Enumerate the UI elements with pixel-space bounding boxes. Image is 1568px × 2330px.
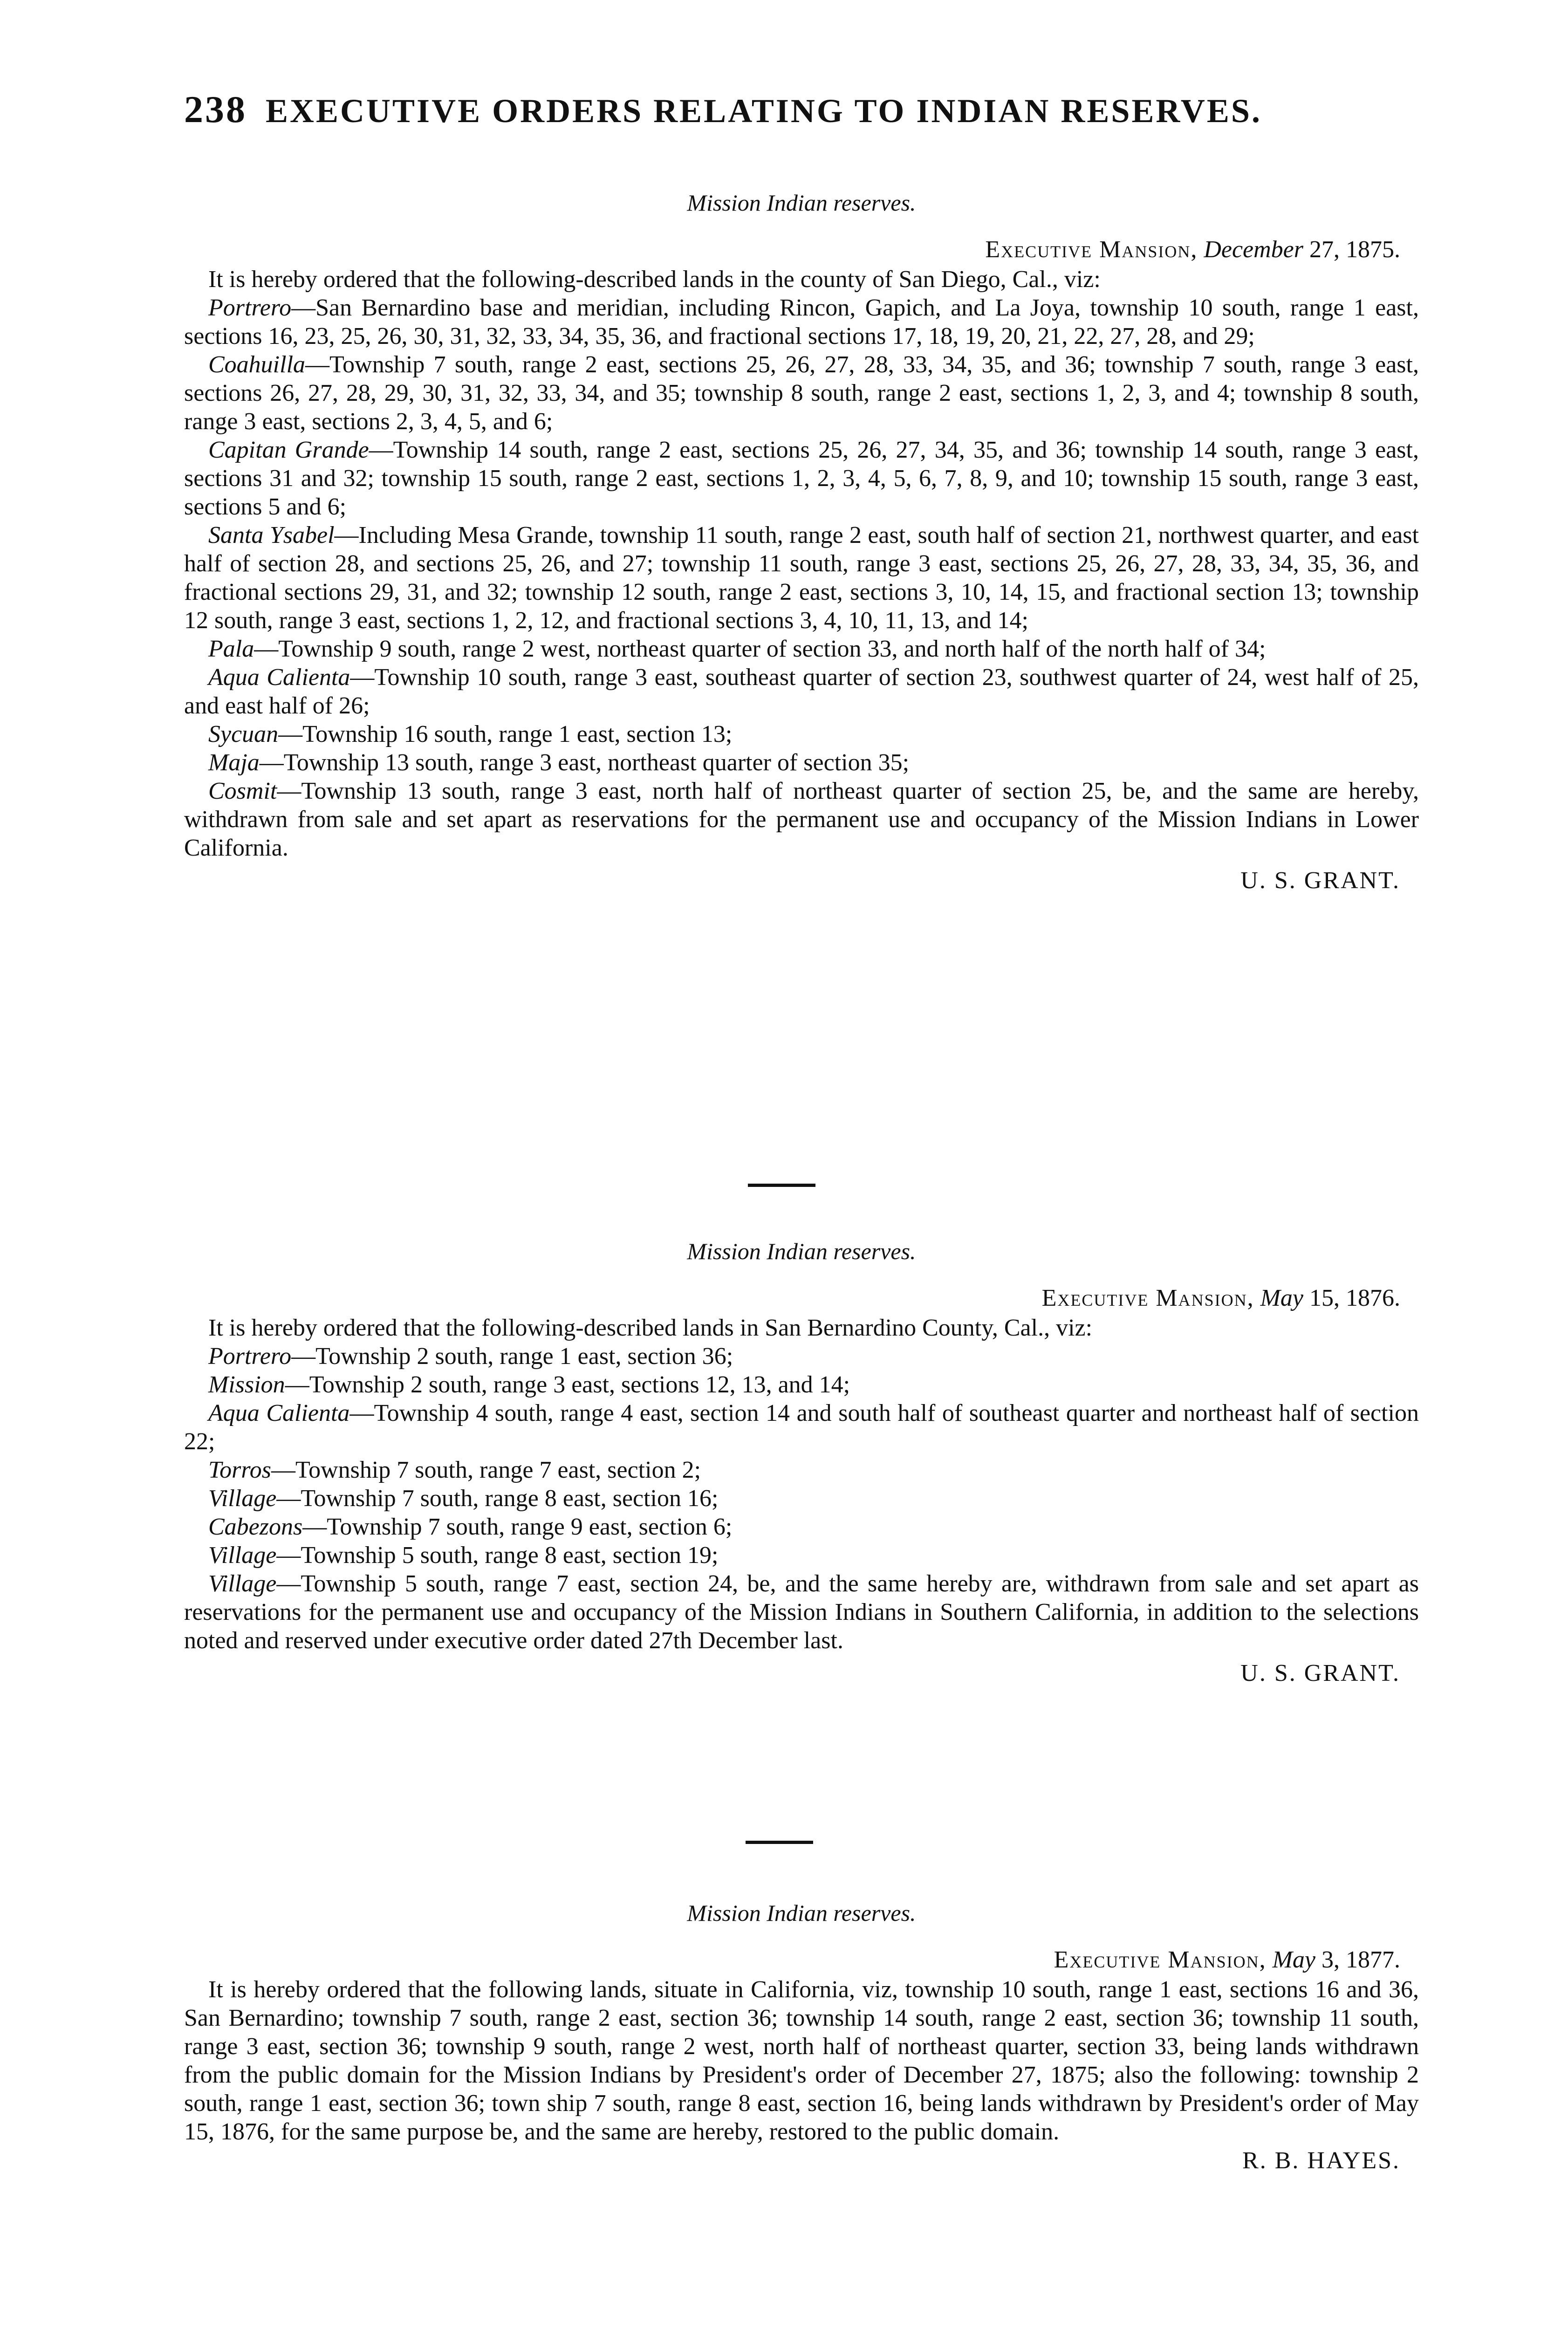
section-title: Mission Indian reserves. [687, 190, 916, 216]
reserve-description: —Including Mesa Grande, township 11 south, range 2 east, south half of section 21, northwest quarter, and east half of section 28, and sections 25, 26, and 27; township 11 south, range 3 east, sections 25, 26, 27, 28, 33, 34, 35, 36, and fractional sections 29, 31, and 32; township 12 south, range 2 east, sections 3, 10, 14, 15, and fractional section 13; township 12 south, range 3 east, sections 1, 2, 12, and fractional sections 3, 4, 10, 11, 13, and 14; [184, 522, 1419, 634]
reserve-name: Village [208, 1570, 277, 1597]
section-title: Mission Indian reserves. [687, 1900, 916, 1926]
reserve-description: —Township 14 south, range 2 east, sections 25, 26, 27, 34, 35, and 36; township 14 south, range 3 east, sections 31 and 32; township 15 south, range 2 east, sections 1, 2, 3, 4, 5, 6, 7, 8, 9, and 10; township 15 south, range 3 east, sections 5 and 6; [184, 437, 1419, 520]
dateline-day-year: 27, 1875. [1309, 236, 1400, 263]
dateline-month: May [1272, 1946, 1315, 1973]
reserve-description: —Township 16 south, range 1 east, section 13; [278, 721, 733, 747]
section-divider [746, 1841, 813, 1844]
reserve-description: —Township 7 south, range 7 east, section 2; [271, 1457, 701, 1483]
list-item [184, 350, 1419, 436]
list-item [184, 720, 1419, 748]
page-number: 238 [184, 88, 247, 130]
section-divider [748, 1184, 815, 1187]
list-item [184, 1513, 1419, 1541]
reserve-description: —Township 4 south, range 4 east, section 14 and south half of southeast quarter and northeast half of section 22; [184, 1400, 1419, 1455]
signature: U. S. GRANT. [1240, 867, 1400, 894]
reserve-description: —Township 2 south, range 3 east, sections 12, 13, and 14; [285, 1371, 850, 1398]
reserve-name: Village [208, 1542, 277, 1569]
list-item [184, 1569, 1419, 1655]
list-item [184, 521, 1419, 635]
list-item [184, 748, 1419, 777]
reserve-list [184, 294, 1419, 862]
order-body: It is hereby ordered that the following lands, situate in California, viz, township 10 south, range 1 east, sections 16 and 36, San Bernardino; township 7 south, range 2 east, section 36; township 14 south, range 2 east, section 36; township 11 south, range 3 east, section 36; township 9 south, range 2 west, north half of northeast quarter, section 33, being lands withdrawn from the public domain for the Mission Indians by President's order of December 27, 1875; also the following: township 2 south, range 1 east, section 36; town ship 7 south, range 8 east, section 16, being lands withdrawn by President's order of May 15, 1876, for the same purpose be, and the same are hereby, restored to the public domain. [184, 1976, 1419, 2145]
dateline-month: May [1260, 1285, 1303, 1311]
reserve-name: Pala [208, 636, 254, 662]
reserve-name: Maja [208, 749, 260, 776]
dateline [184, 1946, 1419, 1974]
reserve-description: —Township 7 south, range 2 east, sections 25, 26, 27, 28, 33, 34, 35, and 36; township 7 south, range 3 east, sections 26, 27, 28, 29, 30, 31, 32, 33, 34, and 35; township 8 south, range 2 east, sections 1, 2, 3, and 4; township 8 south, range 3 east, sections 2, 3, 4, 5, and 6; [184, 351, 1419, 435]
dateline-place: Executive Mansion, [1054, 1946, 1267, 1973]
reserve-name: Santa Ysabel [208, 522, 335, 548]
list-item [184, 777, 1419, 862]
reserve-name: Capitan Grande [208, 437, 369, 463]
reserve-description: —Township 7 south, range 8 east, section 16; [276, 1485, 719, 1512]
reserve-description: —Township 2 south, range 1 east, section 36; [291, 1343, 733, 1370]
list-item [184, 1484, 1419, 1513]
reserve-name: Aqua Calienta [208, 664, 350, 691]
dateline [184, 1284, 1419, 1313]
running-head [184, 89, 1419, 132]
reserve-name: Cabezons [208, 1514, 303, 1540]
dateline [184, 235, 1419, 264]
reserve-description: —Township 10 south, range 3 east, southeast quarter of section 23, southwest quarter of 24, west half of 25, and east half of 26; [184, 664, 1419, 719]
reserve-list [184, 1342, 1419, 1655]
list-item [184, 1399, 1419, 1456]
reserve-description: —Township 9 south, range 2 west, northeast quarter of section 33, and north half of the north half of 34; [254, 636, 1266, 662]
signature: R. B. HAYES. [1242, 2147, 1400, 2174]
page-header-title: EXECUTIVE ORDERS RELATING TO INDIAN RESERVES. [266, 92, 1262, 130]
dateline-place: Executive Mansion, [985, 236, 1198, 263]
reserve-description: —San Bernardino base and meridian, including Rincon, Gapich, and La Joya, township 10 south, range 1 east, sections 16, 23, 25, 26, 30, 31, 32, 33, 34, 35, 36, and fractional sections 17, 18, 19, 20, 21, 22, 27, 28, and 29; [184, 295, 1419, 350]
dateline-month: December [1204, 236, 1303, 263]
list-item [184, 1371, 1419, 1399]
reserve-description: —Township 7 south, range 9 east, section 6; [302, 1514, 733, 1540]
list-item [184, 1456, 1419, 1484]
list-item [184, 1342, 1419, 1371]
dateline-day-year: 15, 1876. [1309, 1285, 1400, 1311]
reserve-name: Village [208, 1485, 277, 1512]
reserve-name: Aqua Calienta [208, 1400, 350, 1426]
order-1877 [184, 1899, 1419, 2176]
order-1875 [184, 189, 1419, 896]
reserve-name: Portrero [208, 1343, 292, 1370]
list-item [184, 1541, 1419, 1569]
reserve-description: —Township 13 south, range 3 east, north half of northeast quarter of section 25, be, and the same are hereby, withdrawn from sale and set apart as reservations for the permanent use and occupancy of the Mission Indians in Lower California. [184, 778, 1419, 861]
list-item [184, 635, 1419, 663]
reserve-name: Coahuilla [208, 351, 306, 378]
reserve-description: —Township 5 south, range 8 east, section 19; [276, 1542, 719, 1569]
list-item [184, 663, 1419, 720]
list-item [184, 436, 1419, 521]
reserve-description: —Township 13 south, range 3 east, northeast quarter of section 35; [259, 749, 910, 776]
reserve-name: Mission [208, 1371, 285, 1398]
reserve-description: —Township 5 south, range 7 east, section 24, be, and the same hereby are, withdrawn from sale and set apart as reservations for the permanent use and occupancy of the Mission Indians in Southern California, in addition to the selections noted and reserved under executive order dated 27th December last. [184, 1570, 1419, 1654]
reserve-name: Sycuan [208, 721, 279, 747]
order-intro: It is hereby ordered that the following-described lands in the county of San Diego, Cal., viz: [208, 266, 1101, 293]
reserve-name: Cosmit [208, 778, 277, 804]
order-1876 [184, 1237, 1419, 1688]
order-intro: It is hereby ordered that the following-described lands in San Bernardino County, Cal., viz: [208, 1315, 1093, 1341]
section-title: Mission Indian reserves. [687, 1238, 916, 1264]
signature: U. S. GRANT. [1240, 1660, 1400, 1686]
reserve-name: Portrero [208, 295, 292, 321]
list-item [184, 294, 1419, 350]
reserve-name: Torros [208, 1457, 271, 1483]
dateline-place: Executive Mansion, [1041, 1285, 1254, 1311]
dateline-day-year: 3, 1877. [1322, 1946, 1400, 1973]
